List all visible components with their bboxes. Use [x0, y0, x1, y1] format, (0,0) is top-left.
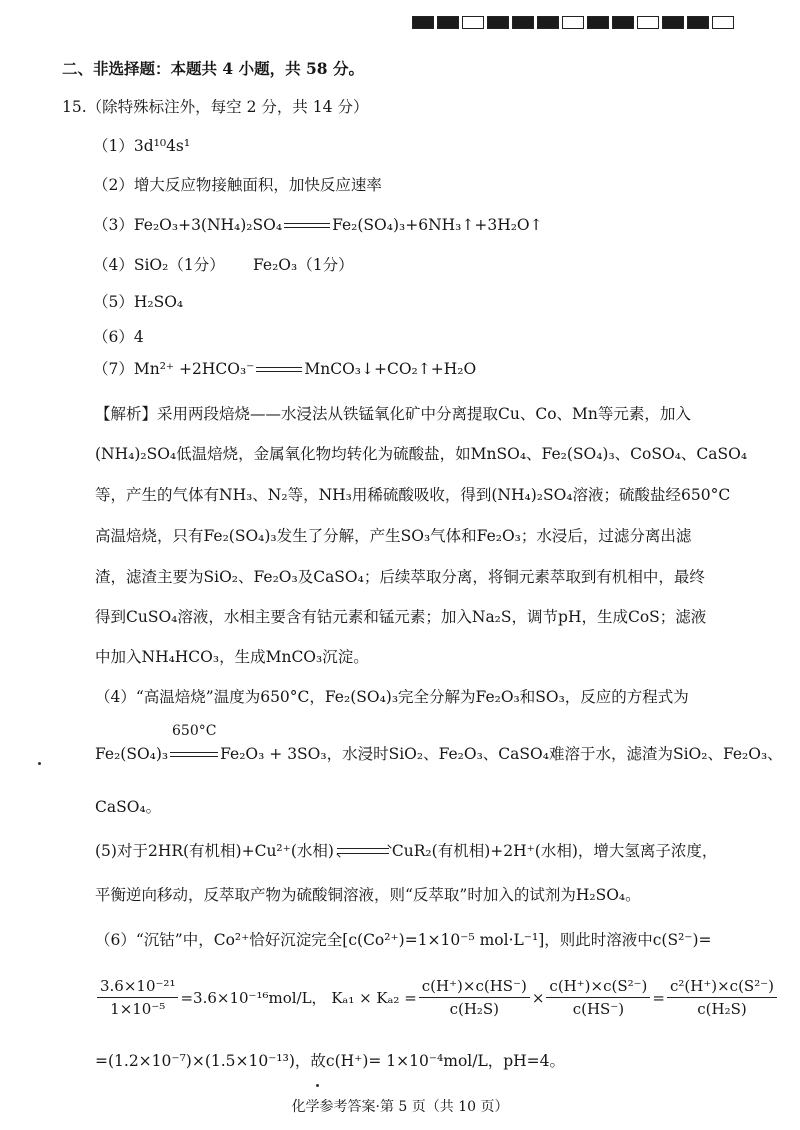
analysis-line-1: 【解析】采用两段焙烧——水浸法从铁锰氧化矿中分离提取Cu、Co、Mn等元素，加入: [95, 405, 691, 423]
page-footer: 化学参考答案·第 5 页（共 10 页）: [291, 1099, 509, 1115]
analysis-line-7: 中加入NH₄HCO₃，生成MnCO₃沉淀。: [95, 648, 369, 666]
part-4-equation: [95, 743, 783, 765]
analysis-line-5: 渣，滤渣主要为SiO₂、Fe₂O₃及CaSO₄；后续萃取分离，将铜元素萃取到有机相中，最终: [95, 568, 705, 586]
reaction-condition: 650°C: [172, 723, 217, 739]
answer-5: （5）H₂SO₄: [93, 293, 184, 311]
section-heading: 二、非选择题：本题共 4 小题，共 58 分。: [62, 59, 364, 78]
sulfide-result: =3.6×10⁻¹⁶mol/L， Kₐ₁ × Kₐ₂ =: [180, 988, 417, 1007]
answer-1: （1）3d¹⁰4s¹: [93, 137, 191, 155]
part-5-equilibrium: [95, 840, 717, 862]
answer-7-products: MnCO₃↓+CO₂↑+H₂O: [304, 360, 477, 378]
equilibrium-right: CuR₂(有机相)+2H⁺(水相)，增大氢离子浓度，: [391, 842, 718, 860]
part-4-residue: CaSO₄。: [95, 798, 162, 816]
analysis-line-6: 得到CuSO₄溶液，水相主要含有钴元素和锰元素；加入Na₂S，调节pH，生成CoS；滤液: [95, 608, 707, 626]
equilibrium-arrow: [337, 845, 389, 859]
equals-arrow: [170, 749, 218, 761]
equals-arrow: [256, 364, 302, 376]
answer-4a: （4）SiO₂（1分）: [93, 256, 225, 274]
analysis-line-3: 等，产生的气体有NH₃、N₂等，NH₃用稀硫酸吸收，得到(NH₄)₂SO₄溶液；硫酸盐经650°C: [95, 486, 731, 504]
part-6-result: =(1.2×10⁻⁷)×(1.5×10⁻¹³)，故c(H⁺)= 1×10⁻⁴mol/L，pH=4。: [95, 1052, 566, 1070]
answer-3-reactants: （3）Fe₂O₃+3(NH₄)₂SO₄: [93, 216, 283, 234]
analysis-line-4: 高温焙烧，只有Fe₂(SO₄)₃发生了分解，产生SO₃气体和Fe₂O₃；水浸后，过滤分离出滤: [95, 527, 692, 545]
answer-3-products: Fe₂(SO₄)₃+6NH₃↑+3H₂O↑: [332, 216, 543, 234]
answer-3: [93, 214, 543, 236]
answer-7: [93, 358, 476, 380]
scan-speck: [38, 762, 41, 765]
analysis-line-2: (NH₄)₂SO₄低温焙烧，金属氧化物均转化为硫酸盐，如MnSO₄、Fe₂(SO₄)₃、CoSO₄、CaSO₄: [95, 445, 748, 463]
scan-speck: [316, 1084, 319, 1087]
fraction-combined: $\frac{\text{c²(H⁺)×c(S²⁻)}}{\text{c(H₂S)}}$: [667, 976, 777, 1019]
equilibrium-left: (5)对于2HR(有机相)+Cu²⁺(水相): [95, 842, 334, 860]
equation-products: Fe₂O₃ + 3SO₃，水浸时SiO₂、Fe₂O₃、CaSO₄难溶于水，滤渣为SiO₂、Fe₂O₃、: [220, 745, 783, 763]
answer-7-reactants: （7）Mn²⁺ +2HCO₃⁻: [93, 360, 255, 378]
fraction-sulfide: $\frac{\text{3.6×10⁻²¹}}{\text{1×10⁻⁵}}$: [97, 976, 178, 1019]
fraction-ka2: $\frac{\text{c(H⁺)×c(S²⁻)}}{c(HS^-)}$: [546, 976, 650, 1019]
part-5-conclusion: 平衡逆向移动，反萃取产物为硫酸铜溶液，则“反萃取”时加入的试剂为H₂SO₄。: [95, 886, 641, 904]
answer-2: （2）增大反应物接触面积，加快反应速率: [93, 176, 382, 194]
registration-marks: [412, 16, 734, 29]
equation-reactant: Fe₂(SO₄)₃: [95, 745, 169, 763]
answer-6: （6）4: [93, 328, 144, 346]
question-15-header: 15.（除特殊标注外，每空 2 分，共 14 分）: [62, 98, 369, 116]
part-6-calculation: $\frac{\text{3.6×10⁻²¹}}{\text{1×10⁻⁵}}$ =3.6×10⁻¹⁶mol/L， Kₐ₁ × Kₐ₂ = $\frac{c(H^+)\times c(HS^-)}{\text{c(H₂S)}}$ × $\frac{\text{c(H⁺)×c(S²⁻)}}{c(HS^-)}$ = $\frac{\text{c²(H⁺)×c(S²⁻)}}{\text{c(H₂S)}}$: [95, 976, 779, 1019]
fraction-ka1: $\frac{c(H^+)\times c(HS^-)}{\text{c(H₂S)}}$: [419, 976, 530, 1019]
part-4-explanation: （4）“高温焙烧”温度为650°C，Fe₂(SO₄)₃完全分解为Fe₂O₃和SO₃，反应的方程式为: [95, 688, 689, 706]
equals-arrow: [284, 220, 330, 232]
answer-4b: Fe₂O₃（1分）: [253, 256, 354, 274]
part-6-intro: （6）“沉钴”中，Co²⁺恰好沉淀完全[c(Co²⁺)=1×10⁻⁵ mol·L⁻¹]，则此时溶液中c(S²⁻)=: [95, 931, 712, 949]
